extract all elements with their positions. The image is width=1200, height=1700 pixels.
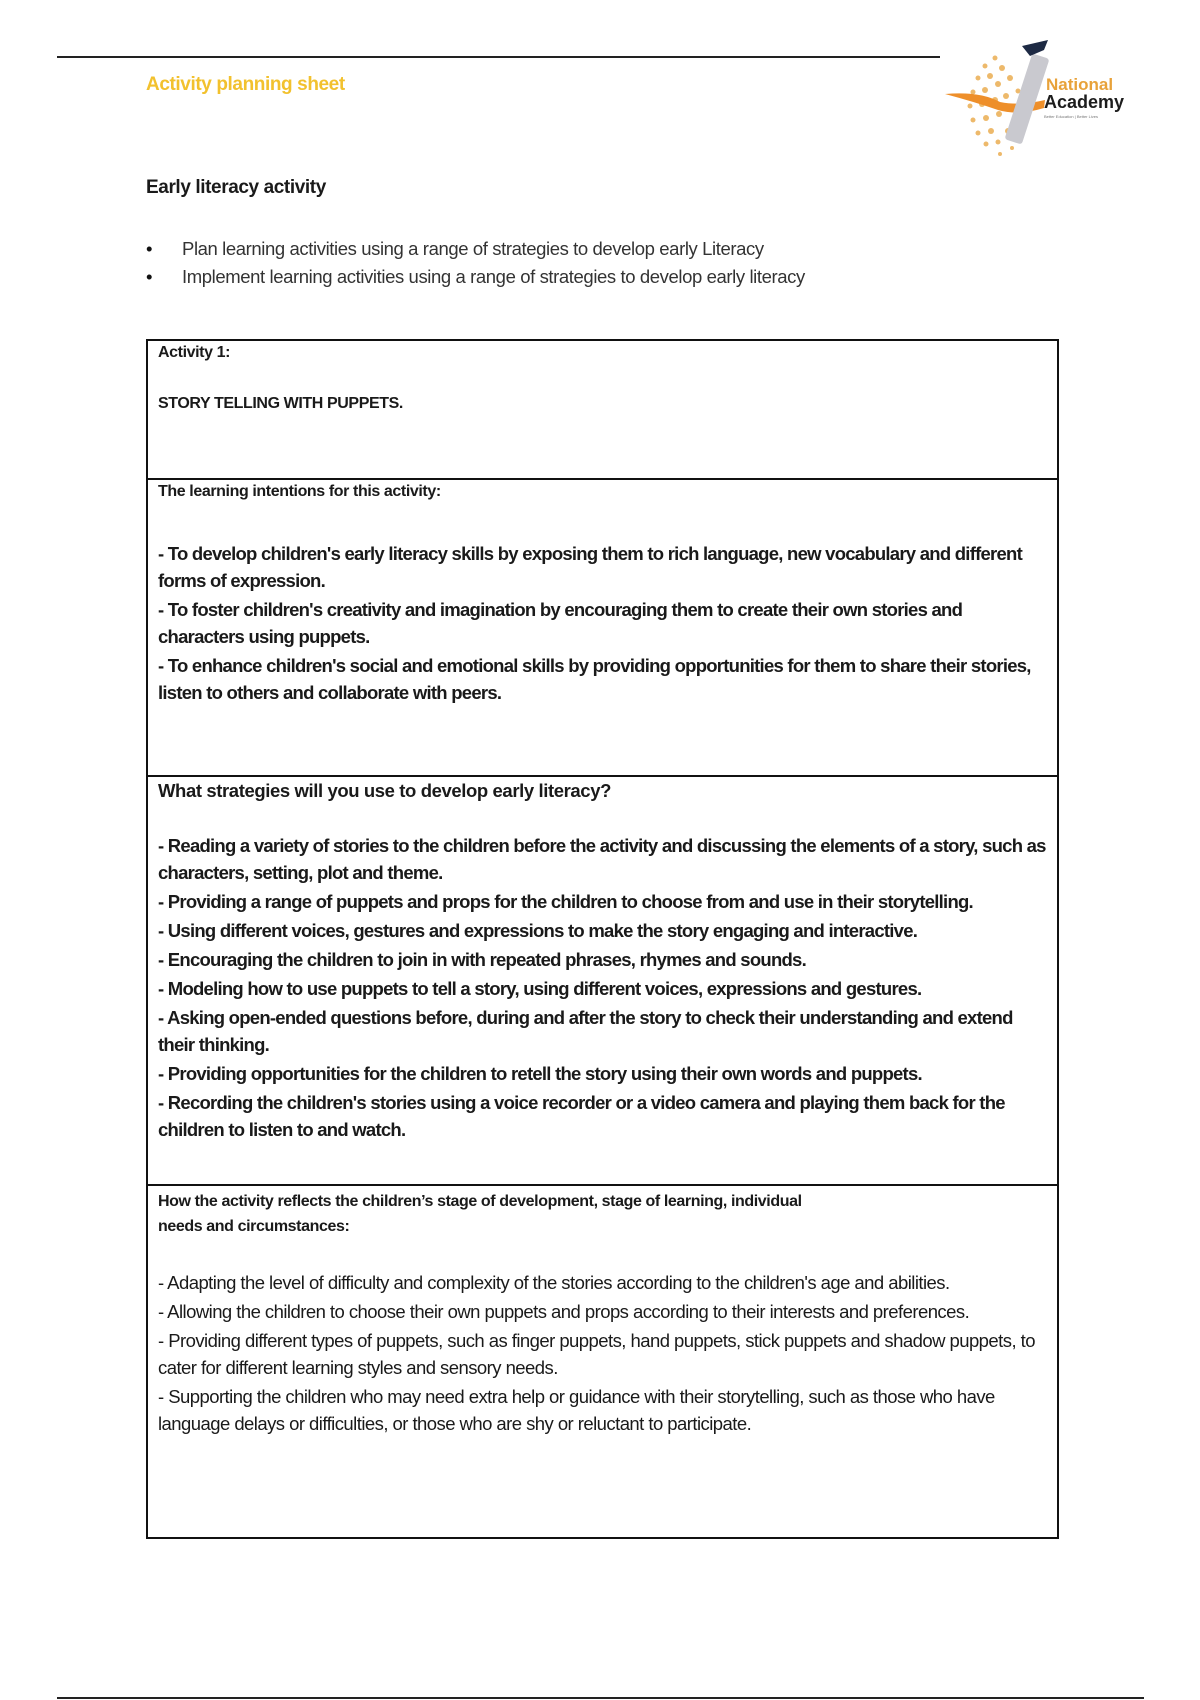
- intention-item: - To enhance children's social and emotional skills by providing opportunities for them to share their stories, listen to others and collaborate with peers.: [158, 655, 1031, 703]
- objective-item: • Implement learning activities using a range of strategies to develop early literacy: [146, 264, 805, 292]
- strategies-label: What strategies will you use to develop early literacy?: [158, 780, 611, 801]
- reflection-item: - Supporting the children who may need extra help or guidance with their storytelling, such as those who have language delays or difficulties, or those who are shy or reluctant to participate.: [158, 1386, 995, 1434]
- reflection-item: - Providing different types of puppets, such as finger puppets, hand puppets, stick puppets and shadow puppets, to cater for different learning styles and sensory needs.: [158, 1330, 1035, 1378]
- document-title: Activity planning sheet: [146, 74, 345, 95]
- strategies-row: [148, 777, 1057, 1186]
- label-line: How the activity reflects the children’s stage of development, stage of learning, individual: [158, 1193, 802, 1210]
- national-academy-logo: [940, 36, 1150, 166]
- label-line: needs and circumstances:: [158, 1218, 350, 1235]
- logo-word-academy: Academy: [1044, 92, 1125, 112]
- logo-tagline: Better Education | Better Lives: [1044, 114, 1098, 119]
- reflection-item: - Allowing the children to choose their own puppets and props according to their interests and preferences.: [158, 1301, 970, 1322]
- objectives-list: [146, 236, 805, 292]
- strategy-item: - Reading a variety of stories to the children before the activity and discussing the elements of a story, such as characters, setting, plot and theme.: [158, 835, 1046, 883]
- learning-intentions-list: [158, 540, 1047, 706]
- reflection-item: - Adapting the level of difficulty and complexity of the stories according to the children's age and abilities.: [158, 1272, 950, 1293]
- strategy-item: - Providing opportunities for the children to retell the story using their own words and puppets.: [158, 1063, 922, 1084]
- intention-item: - To develop children's early literacy skills by exposing them to rich language, new vocabulary and different forms of expression.: [158, 543, 1023, 591]
- footer-rule: [57, 1697, 1144, 1699]
- activity-row: [148, 341, 1057, 480]
- strategy-item: - Asking open-ended questions before, during and after the story to check their understanding and extend their thinking.: [158, 1007, 1013, 1055]
- strategy-item: - Encouraging the children to join in with repeated phrases, rhymes and sounds.: [158, 949, 806, 970]
- learning-intentions-row: [148, 480, 1057, 777]
- strategy-item: - Recording the children's stories using a voice recorder or a video camera and playing them back for the children to listen to and watch.: [158, 1092, 1005, 1140]
- logo-word-national: National: [1046, 75, 1114, 94]
- intention-item: - To foster children's creativity and imagination by encouraging them to create their own stories and characters using puppets.: [158, 599, 963, 647]
- section-title: Early literacy activity: [146, 177, 326, 198]
- strategy-item: - Modeling how to use puppets to tell a story, using different voices, expressions and gestures.: [158, 978, 922, 999]
- development-reflection-row: [148, 1186, 1057, 1537]
- development-reflection-list: [158, 1269, 1047, 1437]
- strategy-item: - Using different voices, gestures and expressions to make the story engaging and interactive.: [158, 920, 918, 941]
- objective-item: • Plan learning activities using a range of strategies to develop early Literacy: [146, 236, 805, 264]
- header-rule: [57, 56, 940, 58]
- activity-label: Activity 1:: [158, 344, 231, 361]
- strategies-list: [158, 832, 1047, 1143]
- activity-table: [146, 339, 1059, 1539]
- development-reflection-label: [158, 1189, 1047, 1239]
- learning-intentions-label: The learning intentions for this activity:: [158, 483, 441, 500]
- strategy-item: - Providing a range of puppets and props for the children to choose from and use in their storytelling.: [158, 891, 973, 912]
- activity-name: STORY TELLING WITH PUPPETS.: [158, 395, 403, 412]
